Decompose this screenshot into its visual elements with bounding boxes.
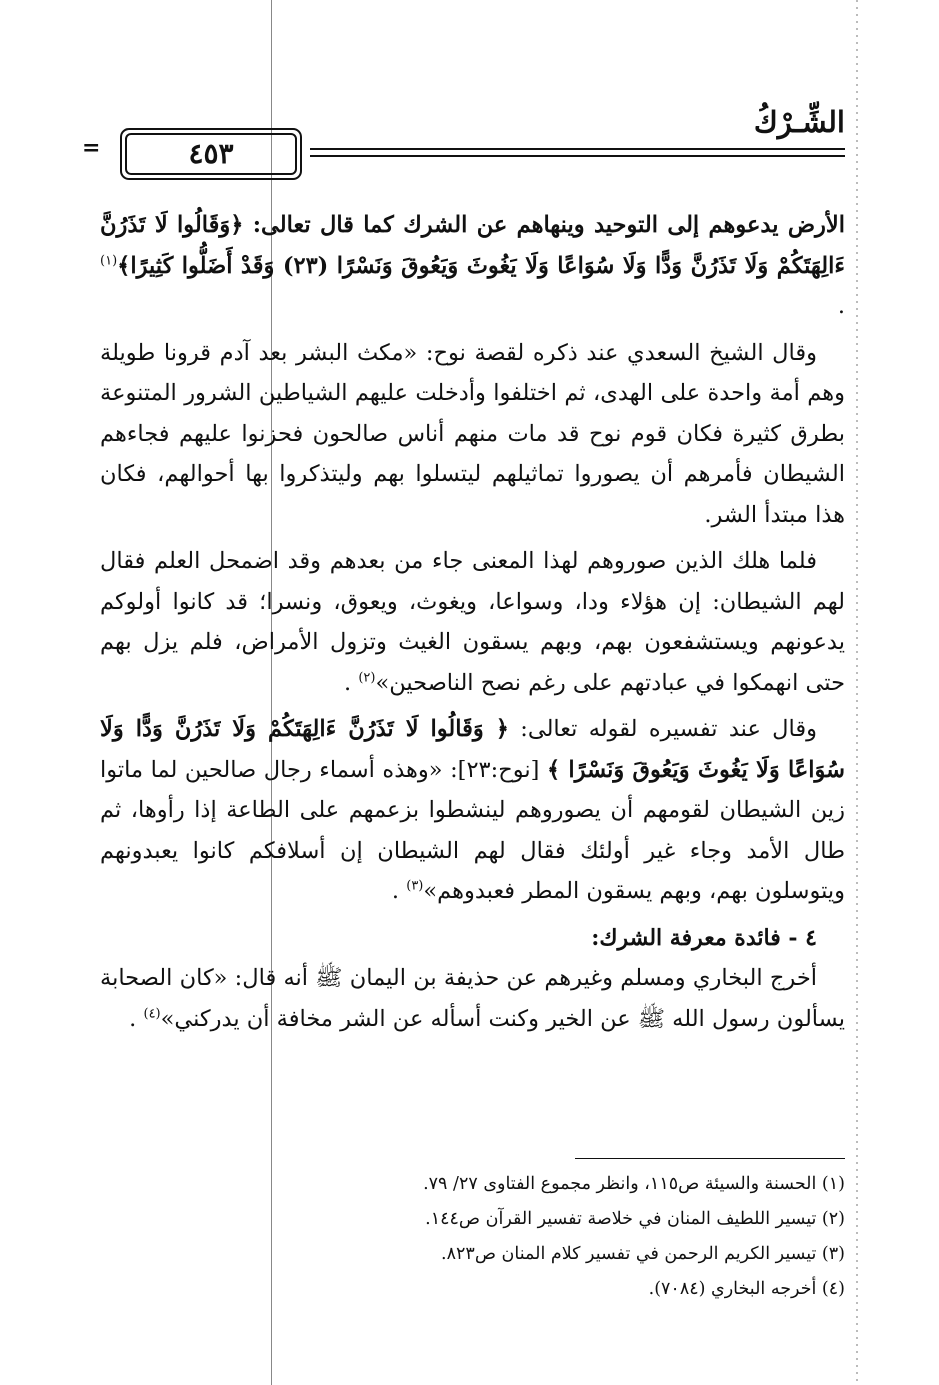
scan-edge-dots bbox=[856, 0, 858, 1385]
paragraph-text: أخرج البخاري ومسلم وغيرهم عن حذيفة بن اليمان ﷺ أنه قال: «كان الصحابة يسألون رسول الله ﷺ عن الخير وكنت أسأله عن الشر مخافة أن يدركني» bbox=[100, 965, 845, 1032]
paragraph bbox=[100, 709, 845, 912]
footnote: (١) الحسنة والسيئة ص١١٥، وانظر مجموع الفتاوى ٢٧/ ٧٩. bbox=[423, 1174, 845, 1194]
paragraph bbox=[100, 205, 845, 327]
paragraph-end: . bbox=[129, 1005, 137, 1032]
header-rule-bottom bbox=[310, 155, 845, 157]
page-header bbox=[82, 105, 845, 180]
footnote-ref: (٤) bbox=[143, 1006, 161, 1021]
paragraph bbox=[100, 333, 845, 536]
section-heading bbox=[100, 918, 845, 959]
paragraph-end: . bbox=[391, 878, 400, 904]
chapter-title: الشِّـرْكُ bbox=[753, 105, 845, 139]
paragraph-end: . bbox=[837, 293, 845, 319]
paragraph bbox=[100, 541, 845, 703]
paragraph-intro: وقال عند تفسيره لقوله تعالى: bbox=[508, 716, 818, 742]
paragraph bbox=[100, 958, 845, 1039]
footnote-ref: (٣) bbox=[406, 878, 424, 894]
paragraph-text: فلما هلك الذين صوروهم لهذا المعنى جاء من بعدهم وقد اضمحل العلم فقال لهم الشيطان: إن هؤلاء ودا، وسواعا، ويغوث، ويعوق، ونسرا؛ قد كانوا أولوكم يدعونهم ويستشفعون بهم، وبهم يسقون الغيث وتزول الأمراض، فلم يزل بهم حتى انهمكوا في عبادتهم على رغم نصح الناصحين» bbox=[100, 548, 845, 696]
footnote-ref: (٢) bbox=[358, 670, 376, 685]
header-rule-top bbox=[310, 148, 845, 150]
footnote: (٣) تيسير الكريم الرحمن في تفسير كلام المنان ص٨٢٣. bbox=[441, 1244, 845, 1264]
paragraph-text: وقال الشيخ السعدي عند ذكره لقصة نوح: «مكث البشر بعد آدم قرونا طويلة وهم أمة واحدة على الهدى، ثم اختلفوا وأدخلت عليهم الشياطين الشرور المتنوعة بطرق كثيرة فكان قوم نوح قد مات منهم أناس صالحون فحزنوا عليهم فجاءهم الشيطان فأمرهم أن يصوروا تماثيلهم ليتسلوا بهم وليتذكروا بها أحوالهم، فكان هذا مبتدأ الشر. bbox=[100, 339, 845, 528]
paragraph-end: . bbox=[344, 669, 352, 696]
section-heading-text: ٤ - فائدة معرفة الشرك: bbox=[591, 924, 817, 951]
footnote: (٤) أخرجه البخاري (٧٠٨٤). bbox=[648, 1279, 845, 1299]
paragraph-text: الأرض يدعوهم إلى التوحيد وينهاهم عن الشرك كما قال تعالى: ﴿وَقَالُوا لَا تَذَرُنَّ ءَالِهَتَكُمْ وَلَا تَذَرُنَّ وَدًّا وَلَا سُوَاعًا وَلَا يَغُوثَ وَيَعُوقَ وَنَسْرًا (٢٣) وَقَدْ أَضَلُّوا كَثِيرًا﴾ bbox=[100, 212, 845, 279]
footnotes bbox=[100, 1167, 845, 1307]
paragraph-text: [نوح:٢٣]: «وهذه أسماء رجال صالحين لما ماتوا زين الشيطان لقومهم أن يصوروهم لينشطوا بزعمهم على الطاعة إذا رأوها، ثم طال الأمد وجاء غير أولئك فقال لهم الشيطان إن أسلافكم كانوا يعبدونهم ويتوسلون بهم، وبهم يسقون المطر فعبدوهم» bbox=[100, 756, 845, 904]
header-separator-mark: = bbox=[82, 135, 101, 161]
footnote: (٢) تيسير اللطيف المنان في خلاصة تفسير القرآن ص١٤٤. bbox=[425, 1209, 845, 1229]
quran-verse: ﴿ وَقَالُوا لَا تَذَرُنَّ ءَالِهَتَكُمْ وَلَا تَذَرُنَّ وَدًّا وَلَا سُوَاعًا وَلَا يَغُوثَ وَيَعُوقَ وَنَسْرًا ﴾ bbox=[100, 716, 845, 783]
footnote-ref: (١) bbox=[100, 253, 118, 268]
footnote-separator bbox=[575, 1158, 845, 1159]
page-number-frame bbox=[120, 128, 300, 178]
main-text bbox=[100, 205, 845, 1039]
page-number: ٤٥٣ bbox=[125, 133, 297, 175]
